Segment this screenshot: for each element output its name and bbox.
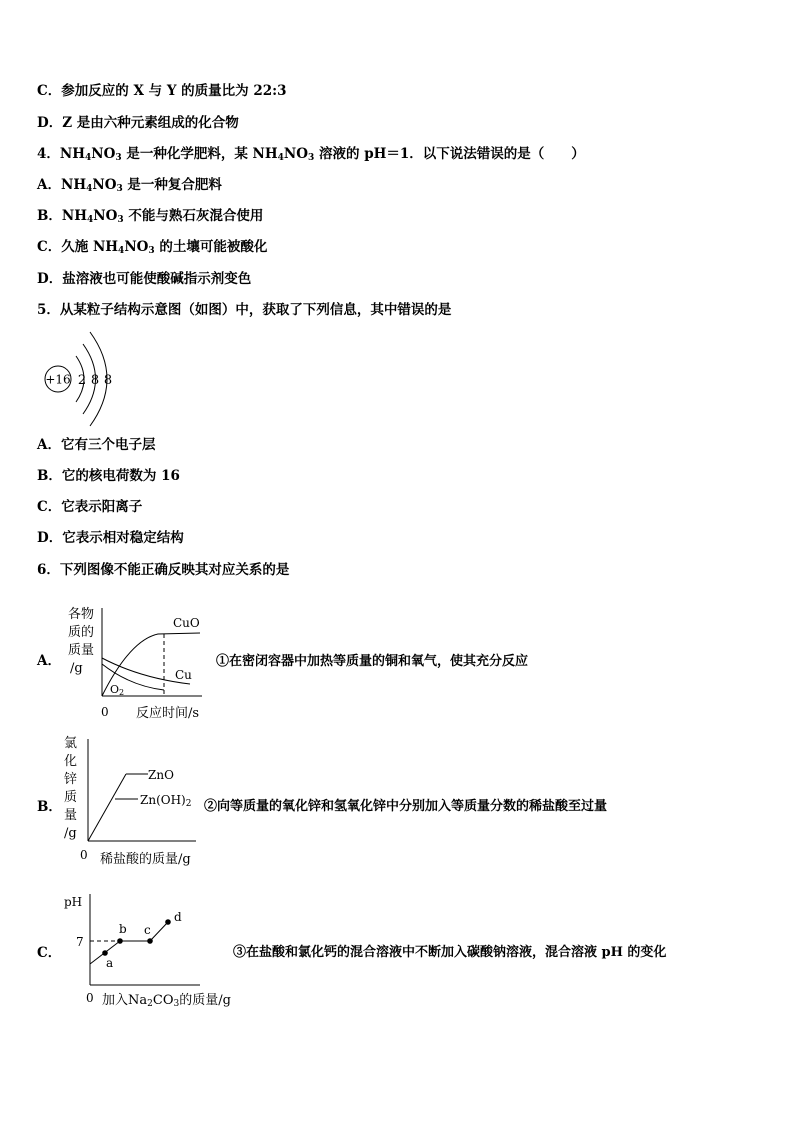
graph-a-origin: 0 [101,705,109,719]
graph-b-xlabel: 稀盐酸的质量/g [100,852,191,867]
q3-option-c: C．参加反应的 X 与 Y 的质量比为 22:3 [37,83,287,99]
shell-electrons-3: 8 [103,373,113,388]
graph-a-ylabel-3: 质量 [68,643,95,658]
graph-a-ylabel-1: 各物 [68,607,95,622]
q6-option-c-label: C． [37,945,62,961]
graph-b-caption: ②向等质量的氧化锌和氢氧化锌中分别加入等质量分数的稀盐酸至过量 [204,799,608,814]
q6-stem: 6．下列图像不能正确反映其对应关系的是 [37,562,290,578]
graph-a-ylabel-2: 质的 [68,625,95,640]
q3-option-d: D．Z 是由六种元素组成的化合物 [37,115,239,131]
graph-b-ylabel-1: 氯 [64,736,78,751]
graph-c-label-d: d [174,910,182,924]
q5-option-b: B．它的核电荷数为 16 [37,468,180,484]
graph-c-ylabel: pH [64,895,83,909]
graph-c-point-d [165,919,171,925]
q5-option-d: D．它表示相对稳定结构 [37,530,184,546]
graph-b-origin: 0 [80,848,88,862]
graph-a-label-cuo: CuO [173,616,200,630]
q5-option-c: C．它表示阳离子 [37,499,143,515]
q4-option-c: C．久施 $NH_4NO_3$ 的土壤可能被酸化 [37,239,268,256]
nucleus-charge: +16 [45,372,71,387]
q5-option-a: A．它有三个电子层 [37,437,156,453]
graph-b [60,733,210,868]
graph-a-caption: ①在密闭容器中加热等质量的铜和氧气，使其充分反应 [216,654,529,669]
graph-a-xlabel: 反应时间/s [136,706,200,721]
graph-b-label-zno: ZnO [148,768,174,782]
graph-a-label-o2: O2 [110,683,125,697]
graph-b-ylabel-4: 质 [64,790,78,805]
graph-c-point-c [147,938,153,944]
graph-b-ylabel-2: 化 [64,754,78,769]
graph-a [60,600,220,724]
graph-c-segment-cd [150,922,168,941]
graph-a-label-cu: Cu [175,668,192,682]
graph-c-label-c: c [144,923,151,937]
graph-c-origin: 0 [86,991,94,1005]
graph-c-xlabel: 加入Na2CO3的质量/g [102,993,231,1009]
graph-a-ylabel-4: /g [70,661,83,676]
graph-c-seven: 7 [76,935,84,949]
q6-option-a-label: A． [37,653,61,669]
graph-b-line-zno-rise [88,774,126,841]
graph-b-label-znoh2: Zn(OH)2 [140,793,192,809]
graph-c-label-b: b [119,922,127,936]
q6-option-b-label: B． [37,799,62,815]
atom-structure-diagram [38,330,128,428]
q5-stem: 5．从某粒子结构示意图（如图）中，获取了下列信息，其中错误的是 [37,302,452,318]
graph-c [60,888,240,1010]
graph-c-label-a: a [106,956,114,970]
q4-option-d: D．盐溶液也可能使酸碱指示剂变色 [37,271,252,287]
q4-stem: 4．$NH_4NO_3$ 是一种化学肥料，某 $NH_4NO_3$ 溶液的 pH＝1．以下说法错误的是（ ） [37,146,585,163]
graph-c-caption: ③在盐酸和氯化钙的混合溶液中不断加入碳酸钠溶液，混合溶液 pH 的变化 [233,945,667,960]
graph-c-point-a [102,950,108,956]
shell-electrons-2: 8 [90,373,100,388]
graph-b-ylabel-5: 量 [64,808,78,823]
q4-option-a: A．$NH_4NO_3$ 是一种复合肥料 [37,177,222,194]
graph-b-ylabel-3: 锌 [64,772,78,787]
q4-option-b: B．$NH_4NO_3$ 不能与熟石灰混合使用 [37,208,264,225]
shell-electrons-1: 2 [77,373,87,388]
graph-b-ylabel-6: /g [64,826,77,841]
graph-c-point-b [117,938,123,944]
